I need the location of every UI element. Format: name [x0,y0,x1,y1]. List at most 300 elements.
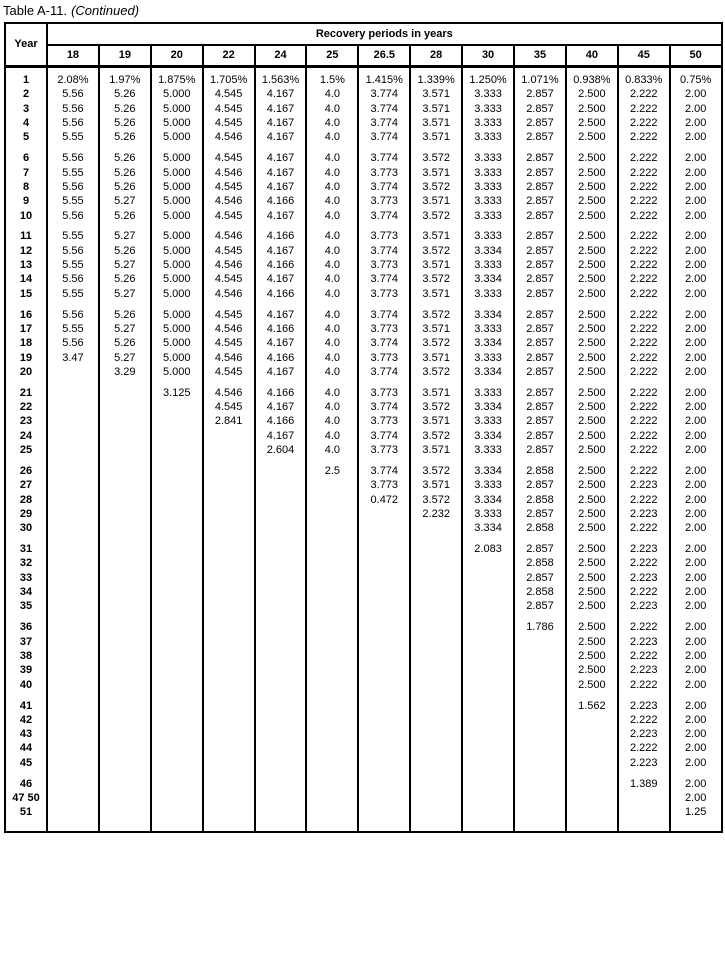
value-cell: 2.857 [514,322,566,336]
value-cell: 2.00 [670,102,722,116]
value-cell: 2.500 [566,230,618,244]
value-cell: 2.858 [514,522,566,536]
value-cell: 3.773 [358,351,410,365]
value-cell: 4.0 [306,102,358,116]
value-cell: 3.572 [410,273,462,287]
value-cell [151,777,203,791]
value-cell: 5.26 [99,116,151,130]
year-cell [5,770,47,777]
value-cell: 4.166 [255,258,307,272]
value-cell [203,443,255,457]
table-row [5,386,722,400]
value-cell: 2.223 [618,507,670,521]
value-cell: 2.00 [670,88,722,102]
value-cell [47,678,99,692]
value-cell: 2.857 [514,443,566,457]
value-cell [99,692,151,699]
value-cell [99,742,151,756]
value-cell [151,380,203,387]
value-cell [514,820,566,832]
value-cell: 4.545 [203,273,255,287]
value-cell: 0.833% [618,74,670,88]
value-cell [514,727,566,741]
value-cell: 2.222 [618,351,670,365]
value-cell: 3.29 [99,365,151,379]
value-cell: 3.571 [410,102,462,116]
period-header: 18 [47,45,99,67]
value-cell [203,756,255,770]
value-cell [99,507,151,521]
value-cell [306,777,358,791]
value-cell: 2.500 [566,543,618,557]
value-cell [514,614,566,621]
value-cell [306,635,358,649]
value-cell: 5.000 [151,152,203,166]
value-cell: 2.00 [670,507,722,521]
value-cell: 4.167 [255,429,307,443]
value-cell: 2.00 [670,230,722,244]
value-cell [410,820,462,832]
value-cell [306,380,358,387]
value-cell: 2.222 [618,258,670,272]
year-cell: 5 [22,131,30,144]
value-cell [99,635,151,649]
value-cell: 2.858 [514,493,566,507]
value-cell [358,571,410,585]
table-header [5,23,722,67]
value-cell: 3.334 [462,400,514,414]
value-cell [47,600,99,614]
value-cell [99,429,151,443]
value-cell [358,522,410,536]
value-cell [410,301,462,308]
value-cell: 2.500 [566,664,618,678]
value-cell: 2.858 [514,464,566,478]
year-cell: 2 [22,88,30,101]
table-row [5,493,722,507]
table-row [5,88,722,102]
value-cell [670,614,722,621]
table-row [5,102,722,116]
value-cell: 2.00 [670,415,722,429]
value-cell: 2.223 [618,727,670,741]
value-cell [514,678,566,692]
value-cell: 4.0 [306,308,358,322]
value-cell: 3.774 [358,337,410,351]
value-cell [306,614,358,621]
value-cell [47,458,99,465]
value-cell: 4.0 [306,386,358,400]
value-cell [47,727,99,741]
year-cell: 38 [19,649,33,662]
value-cell [306,649,358,663]
value-cell: 3.334 [462,464,514,478]
value-cell: 2.222 [618,230,670,244]
year-cell: 27 [19,479,33,492]
value-cell [203,458,255,465]
spacer-row [5,770,722,777]
value-cell: 4.545 [203,209,255,223]
table-row [5,337,722,351]
value-cell: 3.571 [410,351,462,365]
table-row [5,180,722,194]
value-cell: 2.500 [566,678,618,692]
value-cell [410,770,462,777]
value-cell [151,301,203,308]
value-cell [47,692,99,699]
value-cell [203,301,255,308]
year-cell: 16 [19,308,33,321]
value-cell [255,806,307,820]
value-cell [306,756,358,770]
value-cell [47,756,99,770]
value-cell [47,479,99,493]
value-cell [514,806,566,820]
value-cell: 2.500 [566,131,618,145]
value-cell [255,223,307,230]
value-cell [306,223,358,230]
value-cell: 2.222 [618,287,670,301]
value-cell [462,791,514,805]
value-cell: 2.00 [670,273,722,287]
value-cell: 2.857 [514,258,566,272]
value-cell: 3.571 [410,479,462,493]
value-cell: 2.857 [514,600,566,614]
value-cell: 2.00 [670,727,722,741]
value-cell [514,692,566,699]
value-cell: 4.0 [306,209,358,223]
value-cell: 1.071% [514,74,566,88]
value-cell [618,770,670,777]
value-cell: 3.572 [410,337,462,351]
value-cell: 2.857 [514,287,566,301]
value-cell [306,621,358,635]
period-header: 19 [99,45,151,67]
value-cell [670,536,722,543]
value-cell [255,600,307,614]
value-cell [462,557,514,571]
value-cell: 5.26 [99,180,151,194]
value-cell [203,585,255,599]
table-row [5,507,722,521]
value-cell [306,67,358,74]
value-cell: 2.222 [618,244,670,258]
value-cell [410,380,462,387]
value-cell [358,756,410,770]
value-cell [306,458,358,465]
year-cell: 33 [19,571,33,584]
value-cell [566,770,618,777]
value-cell: 4.166 [255,230,307,244]
value-cell [255,67,307,74]
value-cell: 5.000 [151,273,203,287]
table-row [5,244,722,258]
table-header-row-top [5,23,722,45]
value-cell: 2.857 [514,166,566,180]
value-cell [203,223,255,230]
value-cell: 2.232 [410,507,462,521]
spacer-row [5,380,722,387]
value-cell: 2.222 [618,400,670,414]
value-cell: 2.223 [618,571,670,585]
value-cell [99,415,151,429]
value-cell [462,649,514,663]
value-cell [514,301,566,308]
value-cell [514,742,566,756]
value-cell [462,614,514,621]
value-cell: 5.56 [47,102,99,116]
value-cell [410,742,462,756]
value-cell: 3.333 [462,258,514,272]
value-cell [47,145,99,152]
value-cell [47,635,99,649]
value-cell: 4.545 [203,180,255,194]
value-cell: 2.500 [566,386,618,400]
value-cell: 2.00 [670,649,722,663]
period-header: 20 [151,45,203,67]
value-cell: 5.000 [151,230,203,244]
value-cell [151,806,203,820]
value-cell [47,699,99,713]
value-cell [203,600,255,614]
table-row [5,273,722,287]
year-cell: 36 [19,621,33,634]
value-cell: 3.333 [462,415,514,429]
value-cell [618,301,670,308]
value-cell: 2.223 [618,664,670,678]
year-cell: 44 [19,742,33,755]
table-row [5,664,722,678]
value-cell: 2.223 [618,600,670,614]
value-cell [358,806,410,820]
value-cell [255,507,307,521]
value-cell [255,380,307,387]
table-row [5,621,722,635]
value-cell: 2.500 [566,415,618,429]
value-cell [462,458,514,465]
value-cell: 3.572 [410,209,462,223]
value-cell [358,635,410,649]
value-cell: 2.500 [566,351,618,365]
value-cell [410,145,462,152]
value-cell [151,429,203,443]
value-cell: 2.00 [670,543,722,557]
value-cell [670,145,722,152]
value-cell: 2.00 [670,244,722,258]
value-cell [358,820,410,832]
value-cell [151,692,203,699]
value-cell: 4.546 [203,131,255,145]
period-header: 30 [462,45,514,67]
table-row [5,806,722,820]
value-cell [47,742,99,756]
value-cell [514,699,566,713]
value-cell [670,67,722,74]
year-cell: 19 [19,351,33,364]
value-cell: 3.571 [410,415,462,429]
value-cell [358,301,410,308]
value-cell [99,756,151,770]
value-cell [566,301,618,308]
value-cell [151,713,203,727]
value-cell: 3.333 [462,166,514,180]
value-cell: 2.00 [670,131,722,145]
value-cell: 2.857 [514,230,566,244]
value-cell [462,713,514,727]
value-cell [255,458,307,465]
value-cell [358,585,410,599]
value-cell: 3.333 [462,102,514,116]
value-cell [514,223,566,230]
value-cell: 4.545 [203,88,255,102]
value-cell [670,770,722,777]
table-body [5,67,722,832]
value-cell [99,522,151,536]
value-cell: 2.00 [670,386,722,400]
value-cell [462,777,514,791]
value-cell: 2.604 [255,443,307,457]
period-header: 45 [618,45,670,67]
spacer-row [5,145,722,152]
table-row [5,230,722,244]
period-header: 25 [306,45,358,67]
year-cell [5,536,47,543]
year-cell: 9 [22,195,30,208]
value-cell [47,429,99,443]
value-cell: 3.571 [410,443,462,457]
value-cell: 5.26 [99,273,151,287]
value-cell: 4.545 [203,365,255,379]
year-cell: 11 [20,230,32,243]
period-header: 24 [255,45,307,67]
value-cell [670,301,722,308]
value-cell [306,522,358,536]
value-cell: 3.774 [358,131,410,145]
value-cell [203,145,255,152]
value-cell: 3.571 [410,116,462,130]
value-cell [306,600,358,614]
value-cell [566,614,618,621]
value-cell [255,543,307,557]
value-cell: 1.339% [410,74,462,88]
value-cell: 2.223 [618,756,670,770]
value-cell [306,557,358,571]
value-cell: 5.000 [151,209,203,223]
value-cell [151,791,203,805]
value-cell: 3.773 [358,386,410,400]
value-cell [410,600,462,614]
value-cell [203,777,255,791]
value-cell [99,557,151,571]
value-cell [306,536,358,543]
spacer-row [5,536,722,543]
value-cell [99,699,151,713]
value-cell [462,727,514,741]
table-row [5,74,722,88]
table-row [5,756,722,770]
value-cell [151,600,203,614]
value-cell: 2.00 [670,258,722,272]
value-cell [47,443,99,457]
value-cell: 1.415% [358,74,410,88]
value-cell [462,664,514,678]
top-padding-row [5,67,722,74]
value-cell [566,458,618,465]
value-cell: 2.083 [462,543,514,557]
value-cell: 5.27 [99,322,151,336]
year-cell: 1 [22,74,30,87]
value-cell [514,649,566,663]
value-cell: 5.56 [47,209,99,223]
table-row [5,116,722,130]
value-cell: 2.00 [670,493,722,507]
value-cell: 2.858 [514,585,566,599]
value-cell [358,223,410,230]
table-row [5,585,722,599]
value-cell [255,820,307,832]
value-cell: 3.774 [358,152,410,166]
value-cell: 3.773 [358,287,410,301]
value-cell [306,770,358,777]
year-cell: 13 [19,259,33,272]
value-cell [47,713,99,727]
value-cell [151,400,203,414]
table-row [5,258,722,272]
value-cell: 3.334 [462,365,514,379]
value-cell [151,479,203,493]
value-cell: 5.27 [99,351,151,365]
value-cell [618,614,670,621]
value-cell: 5.000 [151,365,203,379]
value-cell: 2.857 [514,88,566,102]
value-cell [151,557,203,571]
value-cell [255,479,307,493]
value-cell [255,585,307,599]
value-cell [47,806,99,820]
value-cell: 3.774 [358,429,410,443]
year-cell: 41 [19,699,33,712]
value-cell: 2.222 [618,493,670,507]
table-row [5,600,722,614]
value-cell [99,777,151,791]
value-cell [99,67,151,74]
value-cell [358,649,410,663]
value-cell [47,536,99,543]
value-cell [566,67,618,74]
table-row [5,713,722,727]
value-cell: 2.500 [566,273,618,287]
value-cell [358,507,410,521]
value-cell [566,727,618,741]
year-cell: 43 [19,728,33,741]
value-cell [151,507,203,521]
table-row [5,166,722,180]
value-cell: 5.56 [47,308,99,322]
value-cell [99,585,151,599]
value-cell: 3.774 [358,244,410,258]
value-cell: 2.222 [618,152,670,166]
value-cell: 2.857 [514,507,566,521]
value-cell [255,464,307,478]
value-cell [306,742,358,756]
value-cell [358,145,410,152]
value-cell: 3.571 [410,322,462,336]
value-cell [410,713,462,727]
value-cell [47,301,99,308]
value-cell: 3.773 [358,258,410,272]
value-cell: 1.97% [99,74,151,88]
value-cell [99,820,151,832]
